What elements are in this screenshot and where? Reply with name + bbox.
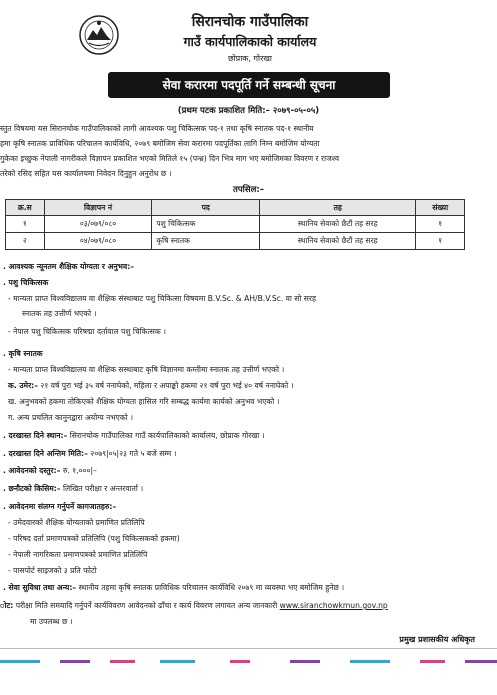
section-vet-title: . पशु चिकित्सक	[3, 278, 49, 287]
legal-requirement: ग. अन्य प्रचलित कानुनद्वारा अयोग्य नभएको ।	[8, 413, 133, 422]
paragraph-line: गुकेका इच्छुक नेपाली नागरीकले विज्ञापन प्रकाशित भएको मितिले १५ (पन्ध्र) दिन भित्र माग भए बमोजिमका विवरण र राजश्व	[0, 154, 340, 163]
fee-text: रु. १,०००|–	[60, 466, 97, 475]
section-documents-title: . आवेदनमा संलग्न गर्नुपर्ने कागजातहरु:–	[3, 502, 117, 511]
facilities	[3, 583, 344, 593]
table-cell: १	[416, 216, 465, 233]
note	[0, 601, 388, 611]
table-cell: स्थानिय सेवाको छैटौं तह सरह	[260, 216, 416, 233]
table-cell: २	[6, 233, 45, 250]
col-header: तह	[260, 200, 416, 216]
table-cell: ०४/०७९/०८०	[44, 233, 152, 250]
apply-location	[3, 431, 265, 441]
experience-requirement: ख. अनुभवको हकमा तोकिएको शैक्षिक योग्यता हासिल गरि सम्बद्ध कार्यमा कार्यको अनुभव भएको ।	[8, 397, 280, 406]
nepal-emblem-icon	[78, 14, 120, 56]
table-cell: ०३/०७९/०८०	[44, 216, 152, 233]
footer-bar	[290, 660, 320, 663]
footer-bar	[110, 660, 135, 663]
agri-requirement: - मान्यता प्राप्त विश्वविद्यालय वा शैक्षिक सस्थाबाट कृषि विज्ञानमा कम्तीमा स्नातक तह उत्तीर्ण भएको ।	[8, 365, 285, 374]
notice-paragraph	[0, 121, 497, 181]
vet-requirement-cont: स्नातक तह उत्तीर्ण भएको ।	[22, 309, 97, 318]
selection-label: . छनौटको किसिम:–	[3, 484, 61, 493]
facilities-label: . सेवा सुविधा तथा अन्य:–	[3, 583, 77, 592]
footer-bar	[160, 660, 195, 663]
age-requirement	[8, 381, 293, 391]
section-qualification-title: . आवश्यक न्यूनतम शैक्षिक योग्यता र अनुभव:–	[3, 262, 135, 271]
table-row	[6, 216, 465, 233]
section-agri-title: . कृषि स्नातक	[3, 349, 43, 358]
col-header: विज्ञापन नं	[44, 200, 152, 216]
note-text: परीक्षा मिति समयादि गर्नुपर्ने कार्यविवरण आवेदनको ढाँचा र कार्य विवरण लगायत अन्य जानकारी	[13, 601, 280, 610]
table-cell: १	[6, 216, 45, 233]
document-item: - नेपाली नागरिकता प्रमाणपत्रको प्रमाणित प्रतिलिपि	[8, 550, 148, 559]
deadline-label: . दरखास्त दिने अन्तिम मिति:–	[3, 449, 88, 458]
footer-bar	[0, 660, 40, 663]
document-item: - पासपोर्ट साइजको ३ प्रति फोटो	[8, 566, 97, 575]
office-subtitle: गाउँ कार्यपालिकाको कार्यालय	[183, 34, 317, 49]
table-header-row	[6, 200, 465, 216]
footer-bar	[230, 660, 250, 663]
notice-title-banner: सेवा करारमा पदपूर्ति गर्ने सम्बन्धी सूचना	[108, 72, 390, 98]
signature-title: प्रमुख प्रशासकीय अधिकृत	[399, 635, 475, 644]
office-address: छोप्राक, गोरखा	[228, 54, 272, 63]
published-date: (प्रथम पटक प्रकाशित मिति:– २०७९-०५-०५)	[177, 106, 320, 116]
footer-divider	[0, 648, 497, 649]
footer-bar	[420, 660, 445, 663]
table-cell: पशु चिकित्सक	[152, 216, 260, 233]
apply-location-text: सिरानचोक गाउँपालिका गाउँ कार्यपालिकाको कार्यालय, छोप्राक गोरखा ।	[67, 431, 265, 440]
footer-bar	[60, 660, 90, 663]
selection-method	[3, 484, 143, 494]
office-name: सिरानचोक गाउँपालिका	[191, 14, 309, 30]
age-text: २१ वर्ष पुरा भई ३५ वर्ष ननाघेको, महिला र अपाङ्को हकमा २१ वर्ष पुरा भई ४० वर्ष ननाघेको ।	[38, 381, 294, 390]
col-header: पद	[152, 200, 260, 216]
vet-council: - नेपाल पशु चिकित्सक परिषद्मा दर्तावाल पशु चिकित्सक ।	[8, 327, 166, 336]
table-cell: १	[416, 233, 465, 250]
footer-bar	[350, 660, 390, 663]
document-item: - उमेदवारको शैक्षिक योग्यताको प्रमाणित प्रतिलिपि	[8, 518, 145, 527]
selection-text: लिखित परीक्षा र अन्तरवार्ता ।	[60, 484, 144, 493]
table-cell: कृषि स्नातक	[152, 233, 260, 250]
fee-label: . आवेदनको दस्तुर:–	[3, 466, 61, 475]
facilities-text: स्थानीय तहमा कृषि स्नातक प्राविधिक परिचालन कार्यविधि २०७९ मा व्यवस्था भए बमोजिम हुनेछ ।	[76, 583, 345, 592]
paragraph-line: हमा कृषि स्नातक प्राविधिक परिचालन कार्यविधि, २०७९ बमोजिम सेवा करारमा पदपूर्तिका लागि निम्न बमोजिम योग्यता	[0, 139, 320, 148]
paragraph-line: तरेको रसिद सहित यस कार्यालयमा निवेदन दिनुहुन अनुरोध छ ।	[0, 169, 172, 178]
table-title: तपसिल:–	[232, 185, 265, 195]
document-item: - परिषद दर्ता प्रमाणपत्रको प्रतिलिपि (पशु चिकित्सकको हकमा)	[8, 534, 180, 543]
website-link[interactable]: www.siranchowkmun.gov.np	[279, 601, 388, 610]
application-fee	[3, 466, 97, 476]
note-label: ोट:	[0, 601, 14, 610]
col-header: संख्या	[416, 200, 465, 216]
paragraph-line: स्तुत विषयमा यस सिरानचोक गाउँपालिकाको लागी आवश्यक पशु चिकित्सक पद-१ तथा कृषि स्नातक पद-१ स्थानीय	[0, 124, 314, 133]
note-cont: मा उपलब्ध छ ।	[30, 617, 73, 626]
deadline-text: २०७९|०५|२३ गते ५ बजे सम्म ।	[87, 449, 177, 458]
footer-color-bars	[0, 660, 497, 663]
apply-location-label: . दरखास्त दिने स्थान:–	[3, 431, 68, 440]
footer-bar	[465, 660, 497, 663]
vet-requirement: - मान्यता प्राप्त विश्वविद्यालय वा शैक्षिक संस्थाबाट पशु चिकित्सा विषयमा B.V.Sc. & AH/B.V.Sc. वा सो सरह	[8, 294, 317, 303]
table-row	[6, 233, 465, 250]
table-cell: स्थानिय सेवाको छैटौं तह सरह	[260, 233, 416, 250]
vacancy-table	[5, 199, 465, 250]
col-header: क्र.स	[6, 200, 45, 216]
age-label: क. उमेर:–	[8, 381, 39, 390]
deadline	[3, 449, 176, 459]
